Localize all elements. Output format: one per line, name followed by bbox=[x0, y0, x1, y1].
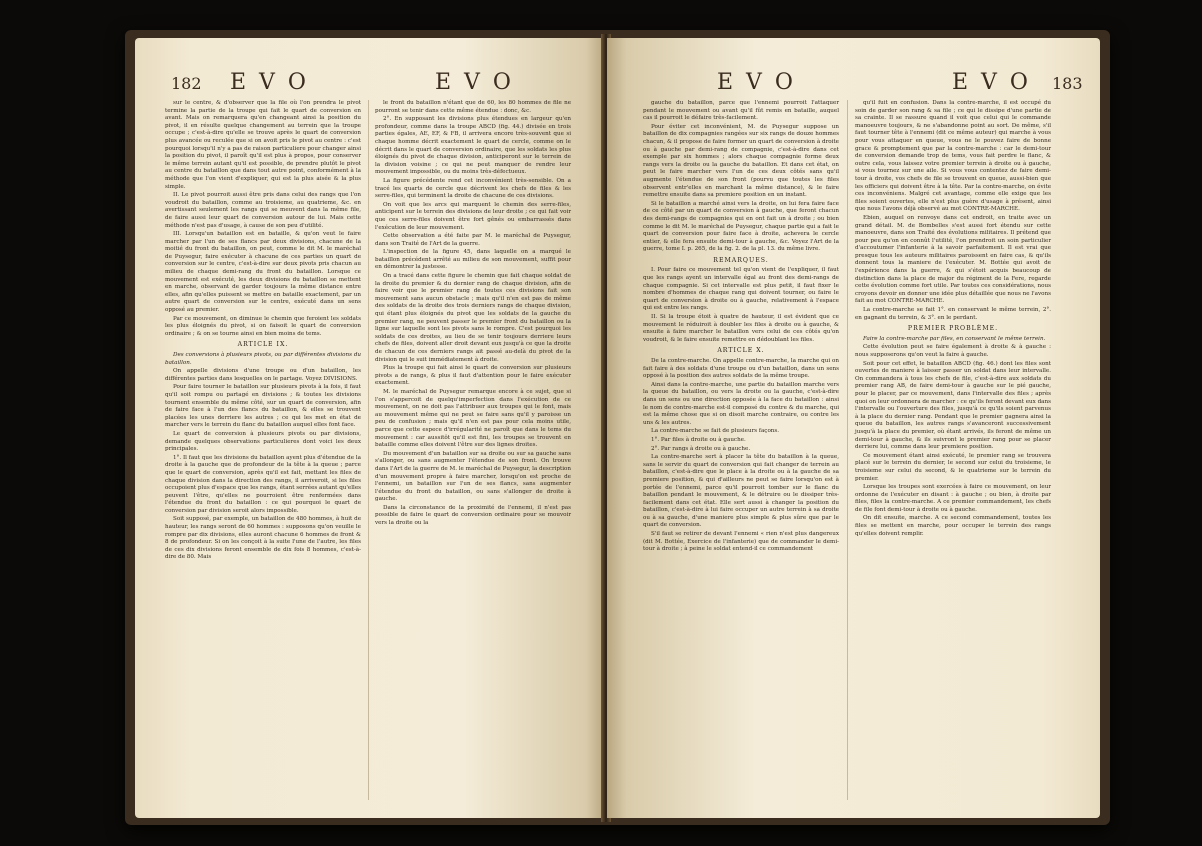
paragraph: Soit pour cet effet, le bataillon ABCD (fig. 46.) dont les files sont ouvertes de maniere à laisser passer un soldat dans leur intervalle. On commandera à tous les chefs de file, c'est-à-dire aux soldats du premier rang AB, de faire demi-tour à gauche sur le pié gauche, pour le placer, par ce mouvement, dans l'intervalle des files ; après quoi on leur ordonnera de marcher : ce qu'ils feront devant eux dans l'intervalle ou l'ouverture des files, jusqu'à ce qu'ils soient parvenus à la place du dernier rang. Pendant que le premier gagnera ainsi la queue du bataillon, les autres rangs s'avanceront successivement jusqu'à la place du premier, où étant arrivés, ils feront de même un demi-tour à gauche, & ils suivront le premier rang pour se placer derriere lui, comme dans leur premiere position. bbox=[855, 360, 1051, 451]
paragraph: On dit ensuite, marche. A ce second commandement, toutes les files se mettent en marche, pour occuper le terrein des rangs qu'elles doivent remplir. bbox=[855, 515, 1051, 537]
paragraph: Si le bataillon a marché ainsi vers la droite, on lui fera faire face de ce côté par un quart de conversion à gauche, que feront chacun des demi-rangs de compagnies qui en ont fait un à droite ; ou bien comme le dit M. le maréchal de Puysegur, chaque partie qui a fait le quart de conversion pour faire face à droite, achevera le cercle entier, & elle fera ensuite demi-tour à gauche, &c. Voyez l'Art de la guerre, tome I. p. 265, de la fig. 2. de la pl. 13. du même livre. bbox=[643, 200, 839, 253]
paragraph: Soit supposé, par exemple, un bataillon de 480 hommes, à huit de hauteur, les rangs seront de 60 hommes : supposons qu'on veuille le rompre par dix divisions, elles auront chacune 6 hommes de front & 8 de profondeur. Si on les conçoit à la suite l'une de l'autre, les files de ces dix divisions feront ensemble de dix fois 8 hommes, c'est-à-dire de 80. Mais bbox=[165, 516, 361, 561]
paragraph: Cette observation a été faite par M. le maréchal de Puysegur, dans son Traité de l'Art de la guerre. bbox=[375, 233, 571, 247]
paragraph: 2°. Par rangs à droite ou à gauche. bbox=[651, 445, 751, 452]
section-heading: REMARQUES. bbox=[713, 256, 769, 264]
paragraph: Ainsi dans la contre-marche, une partie du bataillon marche vers la queue du bataillon, ou vers la droite ou la gauche, c'est-à-dire dans un sens ou une direction opposée à la face du bataillon : ainsi le nom de contre-marche est-il composé du contre & du marche, qui est la même chose que si on disoit marche contraire, ou contre les uns & les autres. bbox=[643, 381, 839, 426]
left-page-column-2 bbox=[375, 100, 571, 529]
paragraph: Pour éviter cet inconvénient, M. de Puysegur suppose un bataillon de dix compagnies rangées sur six rangs de douze hommes chacun, & il propose de faire former un quart de conversion à droite ou à gauche par demi-rang de compagnie, c'est-à-dire dans cet exemple par six hommes ; alors chaque compagnie forme deux rangs vers la droite ou la gauche du bataillon. Et dans cet état, on peut le faire marcher vers l'un de ces deux côtés sans qu'il augmente l'étendue de son front (pourvu que toutes les files observent entr'elles en marchant la même distance), & le faire remettre ensuite dans sa premiere position en un instant. bbox=[643, 123, 839, 199]
left-page-column-1 bbox=[165, 100, 361, 563]
paragraph: Le quart de conversion à plusieurs pivots ou par divisions, demande quelques observations particulieres dont voici les deux principales. bbox=[165, 430, 361, 453]
right-head-word-1: E V O bbox=[717, 70, 796, 95]
column-rule bbox=[847, 100, 848, 800]
left-running-head bbox=[135, 70, 605, 100]
paragraph: On appelle divisions d'une troupe ou d'un bataillon, les différentes parties dans lesquelles on le partage. Voyez DIVISIONS. bbox=[165, 368, 361, 382]
column-rule bbox=[368, 100, 369, 800]
right-page-column-1 bbox=[643, 100, 839, 555]
paragraph: Dans la circonstance de la proximité de l'ennemi, il n'est pas possible de faire le quart de conversion ordinaire pour se mouvoir vers la droite ou la bbox=[375, 504, 571, 527]
paragraph: L'inspection de la figure 45, dans laquelle on a marqué le bataillon précédent arrêté au milieu de son mouvement, suffit pour en démontrer la justesse. bbox=[375, 249, 571, 271]
paragraph: 2°. En supposant les divisions plus étendues en largeur qu'en profondeur, comme dans la troupe ABCD (fig. 44.) divisée en trois parties égales, AE, EF, & FB, il arrivera encore très-souvent que si chaque homme décrit exactement le quart de cercle, comme on le décrit dans le quart de conversion ordinaire, que les soldats les plus éloignés du pivot de chaque division, anticiperont sur le terrein de la division voisine ; ce qui ne peut manquer de rendre leur mouvement impossible, ou du moins très-défectueux. bbox=[375, 116, 571, 176]
paragraph: Plus la troupe qui fait ainsi le quart de conversion sur plusieurs pivots a de rangs, & plus il faut d'attention pour le faire exécuter exactement. bbox=[375, 365, 571, 387]
paragraph: S'il faut se retirer de devant l'ennemi « rien n'est plus dangereux (dit M. Bottée, Exercice de l'infanterie) que de commander le demi-tour à droite ; à peine le soldat entend-il ce commandement bbox=[643, 531, 839, 553]
paragraph: 1°. Par files à droite ou à gauche. bbox=[651, 436, 746, 443]
right-running-head bbox=[607, 70, 1100, 100]
left-head-word-2: E V O bbox=[435, 70, 514, 95]
paragraph: I. Pour faire ce mouvement tel qu'on vient de l'expliquer, il faut que les rangs ayent un intervalle égal au front des demi-rangs de chaque compagnie. Si cet intervalle est plus petit, il faut fixer le nombre d'hommes de chaque rang qui doivent tourner, ou faire le quart de conversion à droite ou à gauche, relativement à l'espace qui est entre les rangs. bbox=[643, 267, 839, 312]
paragraph: On a tracé dans cette figure le chemin que fait chaque soldat de la droite du premier & du dernier rang de chaque division, afin de faire voir que le premier rang de toutes ces divisions fait son mouvement sans aucun obstacle ; mais qu'il n'en est pas de même des soldats de la droite des trois derniers rangs de chaque division, qui étant plus éloignés du pivot que les soldats de la gauche du premier rang, ne peuvent passer le premier front du bataillon ou la ligne sur laquelle sont les pivots sans le rompre. C'est pourquoi les soldats de ces droites, au lieu de se tenir toujours derriere leurs chefs de files, doivent aller droit devant eux jusqu'à ce que la droite de chacun de ces derniers rangs ait passé au-delà du pivot de la division qui le suit immédiatement à droite. bbox=[375, 273, 571, 363]
paragraph: II. Le pivot pourroit aussi être pris dans celui des rangs que l'on voudroit du bataillon, comme au troisieme, au quatrieme, &c. en avertissant seulement les rangs qui se meuvent dans la même file, de faire aussi leur quart de conversion autour de lui. Mais cette méthode n'est pas d'usage, à cause de son peu d'utilité. bbox=[165, 192, 361, 229]
left-page-number: 182 bbox=[171, 74, 202, 93]
right-page-number: 183 bbox=[1052, 74, 1083, 93]
paragraph: sur le centre, & d'observer que la file où l'on prendra le pivot termine la partie de la troupe qui fait le quart de conversion en avant. Mais on remarquera qu'en changeant ainsi la position du pivot, il en résulte quelque changement au terrein que la troupe occupe ; c'est-à-dire qu'elle se trouve après le quart de conversion plus avancée ou reculée que si on avoit pris le pivot au centre : c'est pourquoi lorsqu'il n'y a pas de raison particuliere pour changer ainsi la position du pivot, il paroît qu'il est plus à propos, pour conserver le même terrein autant qu'il est possible, de prendre plutôt le pivot au centre du bataillon que dans tout autre point, conformément à la méthode que l'on vient d'expliquer, qui est la plus aisée & la plus simple. bbox=[165, 100, 361, 190]
paragraph: qu'il fuit en confusion. Dans la contre-marche, il est occupé du soin de garder son rang & sa file ; ce qui le dissipe d'une partie de sa crainte. Il se rassure quand il voit que celui qui le commande manoeuvre toujours, & ne s'abandonne point au sort. De même, s'il faut tourner tête à l'ennemi (dit ce même auteur) qui marche à vous pour vous attaquer en queue, vous ne le pouvez faire de bonne grace & promptement que par la contre-marche : car le demi-tour de conversion demande trop de tems, vous fait perdre le flanc, & outre cela, vous laissez votre premier terrein à droite ou à gauche, si vous tournez sur une aile. Si vous vous contentez de faire demi-tour à droite, vos chefs de file se trouvent en queue, aussi-bien que les officiers qui doivent être à la tête. Par la contre-marche, on évite ces inconvéniens. Malgré cet avantage, comme elle exige que les files soient ouvertes, elle n'est plus guère d'usage à présent, ainsi que nous l'avons déjà observé au mot CONTRE-MARCHE. bbox=[855, 100, 1051, 213]
left-head-word-1: E V O bbox=[230, 70, 309, 95]
section-heading: ARTICLE IX. bbox=[237, 341, 289, 349]
paragraph: Ce mouvement étant ainsi exécuté, le premier rang se trouvera placé sur le terrein du dernier, le second sur celui du troisieme, le troisieme sur celui du second, & le quatrieme sur le terrein du premier. bbox=[855, 452, 1051, 482]
paragraph: 1°. Il faut que les divisions du bataillon ayent plus d'étendue de la droite à la gauche que de profondeur de la tête à la queue ; parce que le quart de conversion, après qu'il est fait, mettant les files de chaque division dans la direction des rangs, il arriveroit, si les files occupoient plus d'espace que les rangs, étant serrées autant qu'elles peuvent l'être, qu'elles ne pourroient être renfermées dans l'étendue du front du bataillon : ce qui pourquoi le quart de conversion par division seroit alors impossible. bbox=[165, 454, 361, 514]
paragraph: De la contre-marche. On appelle contre-marche, la marche qui on fait faire à des soldats d'une troupe ou d'un bataillon, dans un sens opposé à la position des autres soldats de la même troupe. bbox=[643, 358, 839, 380]
col-paragraphs bbox=[643, 358, 839, 554]
section-subtitle: Des conversions à plusieurs pivots, ou par différentes divisions du bataillon. bbox=[165, 352, 361, 366]
paragraph: Ebien, auquel on renvoye dans cet endroit, en traite avec un grand détail. M. de Bombelles s'est aussi fort étendu sur cette manoeuvre, dans son Traité des évolutions militaires. Il prétend que pour peu qu'on en connût l'utilité, l'on prendroit un soin particulier d'accoutumer l'infanterie à la savoir parfaitement. Il est vrai que presque tous les auteurs militaires paroissent en faire cas, & qu'ils donnent tous la maniere de l'exécuter. M. Bottée qui avoit de l'expérience dans la guerre, & qui s'étoit acquis beaucoup de distinction dans la place de major du régiment de la Fere, regarde cette évolution comme fort utile. Par toutes ces considérations, nous croyons devoir en donner une idée plus détaillée que nous ne l'avons fait au mot CONTRE-MARCHE. bbox=[855, 214, 1051, 305]
col-paragraphs bbox=[375, 100, 571, 528]
col-paragraphs bbox=[165, 100, 361, 338]
right-page-column-2 bbox=[855, 100, 1051, 539]
paragraph: II. Si la troupe étoit à quatre de hauteur, il est évident que ce mouvement le réduiroit à doubler les files à droite ou à gauche, & ensuite à faire marcher le bataillon vers celui de ces côtés qu'on voudroit, & le faire ensuite remettre en dédoublant les files. bbox=[643, 314, 839, 343]
right-head-word-2: E V O bbox=[952, 70, 1031, 95]
paragraph: La contre-marche sert à placer la tête du bataillon à la queue, sans le servir du quart de conversion qui fait changer de terrein au bataillon, c'est-à-dire que le place à la droite ou à la gauche de sa premiere position, & qui d'ailleurs ne peut se faire lorsqu'on est à portée de l'ennemi, parce qu'il pourroit tomber sur le flanc du bataillon pendant le mouvement, & le détruire ou le dissiper très-facilement dans cet état. Elle sert aussi à changer la position du bataillon, c'est-à-dire à lui faire occuper un autre terrein à sa droite ou à sa gauche, d'une maniere plus simple & plus sûre que par le quart de conversion. bbox=[643, 454, 839, 529]
col-paragraphs bbox=[855, 100, 1051, 322]
open-book bbox=[125, 30, 1110, 825]
paragraph: Du mouvement d'un bataillon sur sa droite ou sur sa gauche sans s'allonger, ou sans augmenter l'étendue de son front. On trouve dans l'Art de la guerre de M. le maréchal de Puysegur, la description d'un mouvement propre à faire marcher, lorsqu'on est proche de l'ennemi, un bataillon sur l'un de ses flancs, sans augmenter l'étendue du front du bataillon, ou sans s'allonger de droite à gauche. bbox=[375, 450, 571, 503]
col-paragraphs bbox=[165, 368, 361, 562]
paragraph: On voit que les arcs qui marquent le chemin des serre-files, anticipent sur le terrein des divisions de leur droite ; ce qui fait voir que ces serre-files doivent être fort gênés ou embarrassés dans l'exécution de leur mouvement. bbox=[375, 201, 571, 231]
paragraph: gauche du bataillon, parce que l'ennemi pourroit l'attaquer pendant le mouvement ou avant qu'il fût remis en bataille, auquel cas il pourroit le défaire très-facilement. bbox=[643, 100, 839, 122]
paragraph: Lorsque les troupes sont exercées à faire ce mouvement, on leur ordonne de l'exécuter en disant : à gauche ; ou bien, à droite par files, files la contre-marche. A ce premier commandement, les chefs de file font demi-tour à droite ou à gauche. bbox=[855, 484, 1051, 513]
paragraph: Cette évolution peut se faire également à droite & à gauche : nous supposerons qu'on veut la faire à gauche. bbox=[855, 344, 1051, 358]
right-page bbox=[607, 38, 1100, 818]
paragraph: Par ce mouvement, on diminue le chemin que feroient les soldats les plus éloignés du pivot, si on faisoit le quart de conversion ordinaire ; & on se tourne ainsi en bien moins de tems. bbox=[165, 315, 361, 337]
paragraph: La figure précédente rend cet inconvénient très-sensible. On a tracé les quarts de cercle que décrivent les chefs de files & les serre-files, qui terminent la droite de chacune de ces divisions. bbox=[375, 177, 571, 200]
section-heading: ARTICLE X. bbox=[717, 347, 765, 355]
paragraph: La contre-marche se fait de plusieurs façons. bbox=[651, 428, 780, 435]
paragraph: le front du bataillon n'étant que de 60, les 80 hommes de file ne pourront se tenir dans cette même étendue : donc, &c. bbox=[375, 100, 571, 114]
section-subtitle: Faire la contre-marche par files, en conservant le même terrein. bbox=[863, 335, 1046, 342]
paragraph: III. Lorsqu'un bataillon est en bataille, & qu'on veut le faire marcher par l'un de ses flancs par deux divisions, chacune de la moitié du front du bataillon, on peut, comme le dit M. le maréchal de Puysegur, faire exécuter à chacune de ces parties un quart de conversion sur le centre, c'est-à-dire sur deux pivots pris chacun au milieu de chaque demi-rang du front du bataillon. Lorsque ce mouvement est exécuté, les deux divisions du bataillon se mettent en marche, observant de garder toujours la même distance entre elles, afin qu'elles puissent se mettre en bataille exactement, par un autre quart de conversion sur le centre, exécuté dans un sens opposé au premier. bbox=[165, 231, 361, 314]
paragraph: Pour faire tourner le bataillon sur plusieurs pivots à la fois, il faut qu'il soit rompu ou partagé en divisions ; & toutes les divisions tournent ensemble du même côté, sur un quart de conversion, afin de faire face à l'un des flancs du bataillon, & elles se trouvent placées les unes derriere les autres ; ce qui les met en état de marcher vers le terrein du flanc du bataillon auquel elles font face. bbox=[165, 384, 361, 429]
left-page bbox=[135, 38, 605, 818]
col-paragraphs bbox=[643, 100, 839, 254]
paragraph: La contre-marche se fait 1°. en conservant le même terrein, 2°. en gagnant du terrein, & 3°. en le perdant. bbox=[855, 307, 1051, 321]
section-heading: PREMIER PROBLÈME. bbox=[907, 325, 999, 333]
col-paragraphs bbox=[643, 267, 839, 344]
col-paragraphs bbox=[855, 344, 1051, 538]
paragraph: M. le maréchal de Puysegur remarque encore à ce sujet, que si l'on s'appercoit de quelqu'imperfection dans l'exécution de ce mouvement, on ne doit pas l'attribuer aux troupes qui le font, mais au mouvement même qui ne peut se faire sans qu'il y paroisse un peu de confusion ; mais qu'il n'en est pas pour cela moins utile, parce que cette espece d'irrégularité ne paroît que dans le tems du mouvement : car aussitôt qu'il est fini, les troupes se trouvent en bataille comme elles doivent l'être sur des lignes droites. bbox=[375, 388, 571, 449]
